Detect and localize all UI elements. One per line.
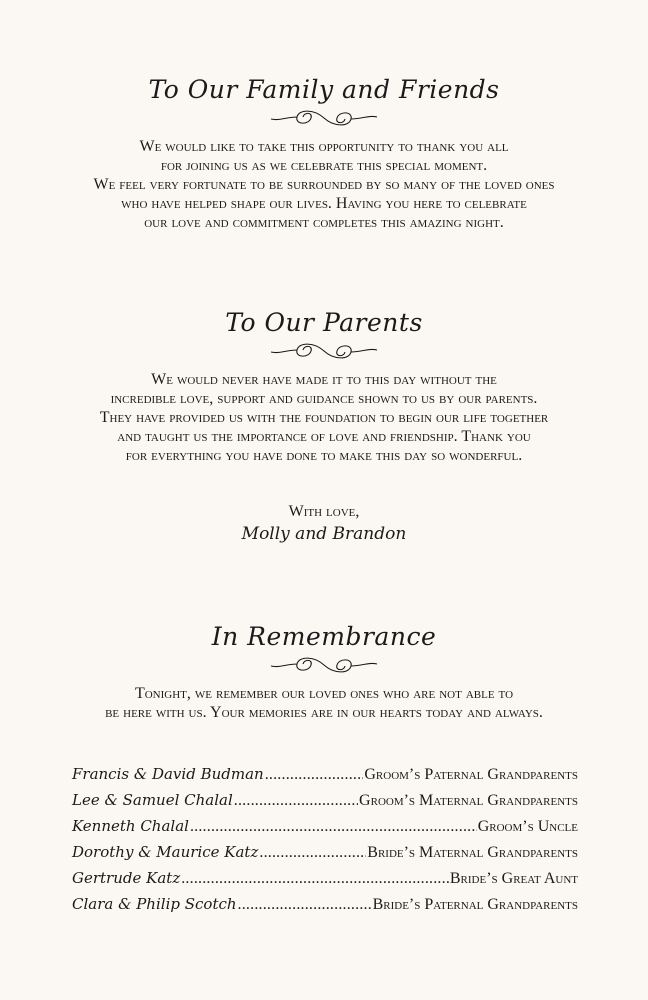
list-item bbox=[72, 895, 578, 921]
person-relation: Bride’s Maternal Grandparents bbox=[367, 844, 578, 861]
closing-block bbox=[0, 502, 648, 546]
person-name: Gertrude Katz bbox=[72, 869, 181, 887]
dot-leader bbox=[190, 818, 477, 836]
person-relation: Groom’s Uncle bbox=[477, 818, 578, 835]
person-name: Lee & Samuel Chalal bbox=[72, 791, 233, 809]
parents-message bbox=[0, 370, 648, 465]
text-line: who have helped shape our lives. Having you here to celebrate bbox=[121, 195, 527, 212]
list-item bbox=[72, 817, 578, 843]
remembrance-list bbox=[72, 765, 578, 921]
list-item bbox=[72, 791, 578, 817]
list-item bbox=[72, 843, 578, 869]
text-line: be here with us. Your memories are in our hearts today and always. bbox=[105, 704, 543, 721]
closing-text: With love, bbox=[288, 503, 360, 520]
flourish-ornament bbox=[269, 340, 379, 362]
person-name: Kenneth Chalal bbox=[72, 817, 189, 835]
person-relation: Groom’s Paternal Grandparents bbox=[364, 766, 578, 783]
person-name: Clara & Philip Scotch bbox=[72, 895, 237, 913]
text-line: We feel very fortunate to be surrounded by so many of the loved ones bbox=[93, 176, 555, 193]
list-item bbox=[72, 869, 578, 895]
text-line: We would like to take this opportunity to thank you all bbox=[139, 138, 509, 155]
text-line: incredible love, support and guidance shown to us by our parents. bbox=[110, 390, 538, 407]
text-line: and taught us the importance of love and friendship. Thank you bbox=[117, 428, 531, 445]
text-line: They have provided us with the foundation to begin our life together bbox=[99, 409, 549, 426]
dot-leader bbox=[181, 870, 449, 888]
family-title: To Our Family and Friends bbox=[148, 75, 500, 104]
flourish-ornament bbox=[269, 107, 379, 129]
person-relation: Bride’s Great Aunt bbox=[449, 870, 578, 887]
remembrance-message bbox=[0, 684, 648, 722]
person-name: Dorothy & Maurice Katz bbox=[72, 843, 259, 861]
person-relation: Bride’s Paternal Grandparents bbox=[372, 896, 578, 913]
parents-title: To Our Parents bbox=[225, 308, 423, 337]
parents-section bbox=[0, 308, 648, 465]
list-item bbox=[72, 765, 578, 791]
family-section bbox=[0, 75, 648, 232]
text-line: We would never have made it to this day without the bbox=[151, 371, 497, 388]
dot-leader bbox=[265, 766, 364, 784]
remembrance-section bbox=[0, 622, 648, 722]
family-message bbox=[0, 137, 648, 232]
flourish-ornament bbox=[269, 654, 379, 676]
text-line: for joining us as we celebrate this special moment. bbox=[160, 157, 488, 174]
signature: Molly and Brandon bbox=[241, 524, 407, 544]
remembrance-title: In Remembrance bbox=[211, 622, 437, 651]
dot-leader bbox=[234, 792, 358, 810]
person-relation: Groom’s Maternal Grandparents bbox=[359, 792, 578, 809]
text-line: our love and commitment completes this amazing night. bbox=[144, 214, 504, 231]
dot-leader bbox=[259, 844, 366, 862]
text-line: for everything you have done to make this day so wonderful. bbox=[125, 447, 523, 464]
text-line: Tonight, we remember our loved ones who are not able to bbox=[134, 685, 514, 702]
person-name: Francis & David Budman bbox=[72, 765, 264, 783]
dot-leader bbox=[238, 896, 372, 914]
